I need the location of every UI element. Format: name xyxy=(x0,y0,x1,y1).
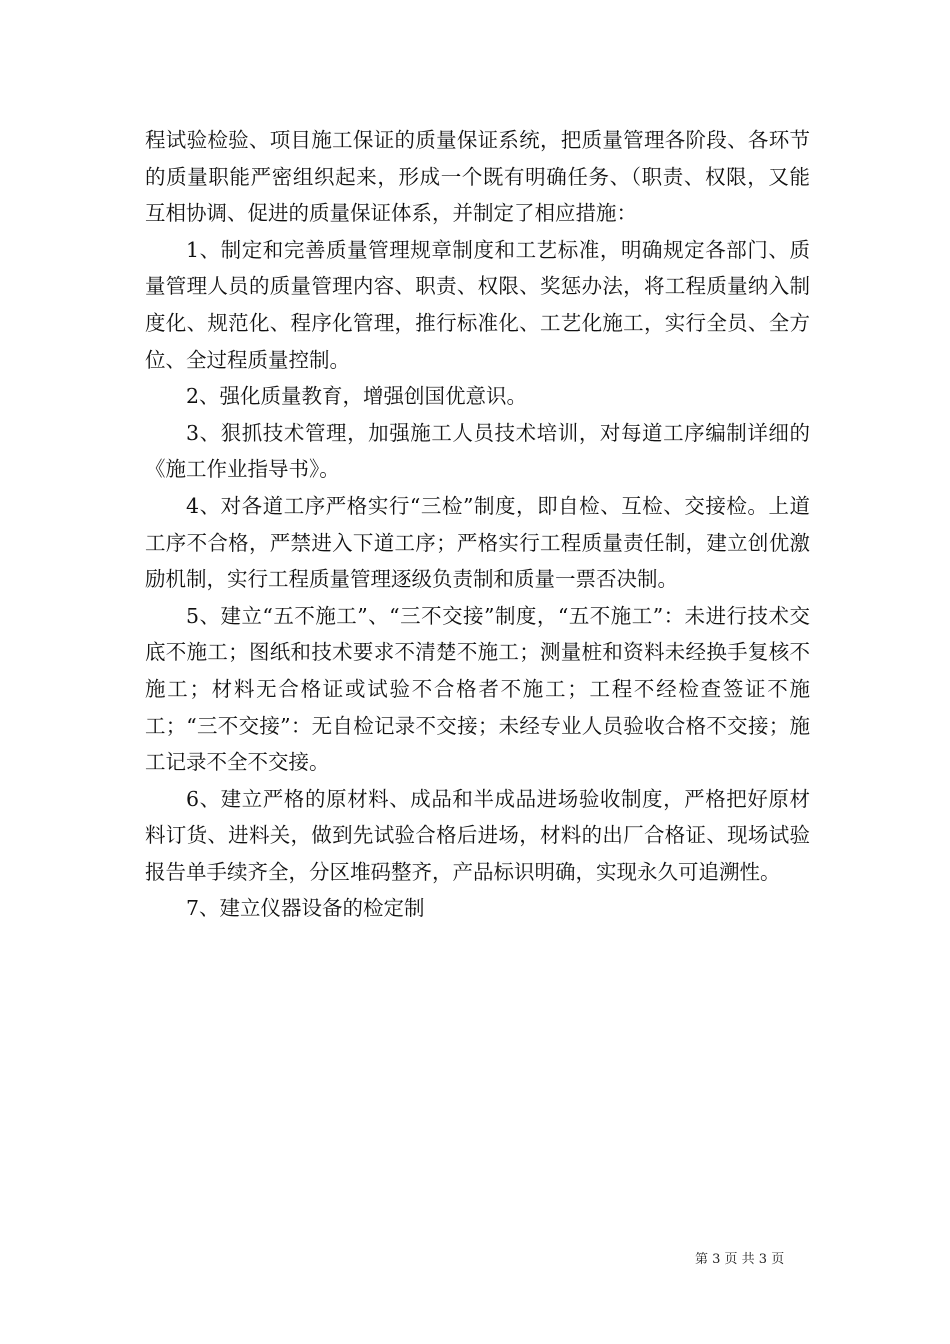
paragraph-measure-4: 4、对各道工序严格实行“三检”制度，即自检、互检、交接检。上道工序不合格，严禁进入下道工序；严格实行工程质量责任制，建立创优激励机制，实行工程质量管理逐级负责制和质量一票否决制。 xyxy=(145,493,810,592)
paragraph-measure-6: 6、建立严格的原材料、成品和半成品进场验收制度，严格把好原材料订货、进料关，做到先试验合格后进场，材料的出厂合格证、现场试验报告单手续齐全，分区堆码整齐，产品标识明确，实现永久可追溯性。 xyxy=(145,786,810,884)
paragraph-intro: 程试验检验、项目施工保证的质量保证系统，把质量管理各阶段、各环节的质量职能严密组织起来，形成一个既有明确任务、（职责、权限，又能互相协调、促进的质量保证体系，并制定了相应措施： xyxy=(145,128,810,226)
document-body xyxy=(145,122,810,927)
paragraph-measure-5: 5、建立“五不施工”、“三不交接”制度，“五不施工”：未进行技术交底不施工；图纸和技术要求不清楚不施工；测量桩和资料未经换手复核不施工；材料无合格证或试验不合格者不施工；工程不经检查签证不施工；“三不交接”：无自检记录不交接；未经专业人员验收合格不交接；施工记录不全不交接。 xyxy=(145,603,810,775)
paragraph-measure-3: 3、狠抓技术管理，加强施工人员技术培训，对每道工序编制详细的《施工作业指导书》。 xyxy=(145,420,810,482)
page-number-footer: 第 3 页 共 3 页 xyxy=(695,1252,785,1267)
paragraph-measure-2: 2、强化质量教育，增强创国优意识。 xyxy=(186,384,528,409)
paragraph-measure-1: 1、制定和完善质量管理规章制度和工艺标准，明确规定各部门、质量管理人员的质量管理内容、职责、权限、奖惩办法，将工程质量纳入制度化、规范化、程序化管理，推行标准化、工艺化施工，实行全员、全方位、全过程质量控制。 xyxy=(145,237,810,372)
paragraph-measure-7: 7、建立仪器设备的检定制 xyxy=(186,896,425,921)
